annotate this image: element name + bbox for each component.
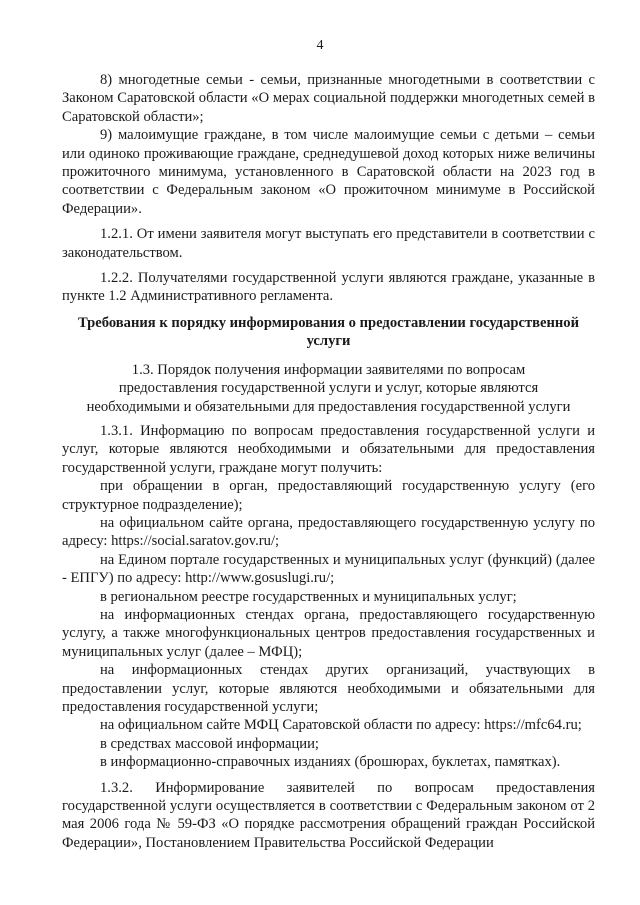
paragraph-1-2-2: 1.2.2. Получателями государственной услуги являются граждане, указанные в пункте 1.2 Административного регламента. [62,270,595,305]
paragraph-low-income-citizens: 9) малоимущие граждане, в том числе малоимущие семьи с детьми – семьи или одиноко проживающие граждане, среднедушевой доход которых ниже величины прожиточного минимума, установленного в Саратовской области на 2023 год в соответствии с Федеральным законом «О прожиточном минимуме в Российской Федерации». [62,127,595,217]
subsection-heading: 1.3. Порядок получения информации заявителями по вопросам предоставления государственной услуги и услуг, которые являются необходимыми и обязательными для предоставления государственной услуги [86,361,571,415]
list-item-agency-visit: при обращении в орган, предоставляющий государственную услугу (его структурное подразделение); [62,478,595,513]
list-item-agency-stands: на информационных стендах органа, предоставляющего государственную услугу, а также многофункциональных центров предоставления государственных и муниципальных услуг (далее – МФЦ); [62,606,595,660]
list-item-mfc-site: на официальном сайте МФЦ Саратовской области по адресу: https://mfc64.ru; [100,717,582,734]
list-item-official-site: на официальном сайте органа, предоставляющего государственную услугу по адресу: https://social.saratov.gov.ru/; [62,514,595,550]
paragraph-1-2-1: 1.2.1. От имени заявителя могут выступать его представители в соответствии с законодательством. [62,226,595,261]
section-heading: Требования к порядку информирования о предоставлении государственной услуги [77,314,580,350]
paragraph-1-3-1: 1.3.1. Информацию по вопросам предоставления государственной услуги и услуг, которые являются необходимыми и обязательными для предоставления государственной услуги, граждане могут получить: [62,422,595,476]
list-item-mass-media: в средствах массовой информации; [100,735,319,752]
paragraph-large-families: 8) многодетные семьи - семьи, признанные многодетными в соответствии с Законом Саратовской области «О мерах социальной поддержки многодетных семей в Саратовской области»; [62,72,595,125]
list-item-reference-publications: в информационно-справочных изданиях (брошюрах, буклетах, памятках). [100,754,561,771]
paragraph-1-3-2: 1.3.2. Информирование заявителей по вопросам предоставления государственной услуги осуществляется в соответствии с Федеральным законом от 2 мая 2006 года № 59-ФЗ «О порядке рассмотрения обращений граждан Российской Федерации», Постановлением Правительства Российской Федерации [62,779,595,851]
list-item-other-org-stands: на информационных стендах других организаций, участвующих в предоставлении услуг, которые являются необходимыми и обязательными для предоставления государственной услуги; [62,662,595,715]
page-number: 4 [316,38,324,53]
list-item-epgu-portal: на Едином портале государственных и муниципальных услуг (функций) (далее - ЕПГУ) по адресу: http://www.gosuslugi.ru/; [62,551,595,587]
list-item-regional-registry: в региональном реестре государственных и муниципальных услуг; [100,588,517,605]
document-body [62,71,595,852]
